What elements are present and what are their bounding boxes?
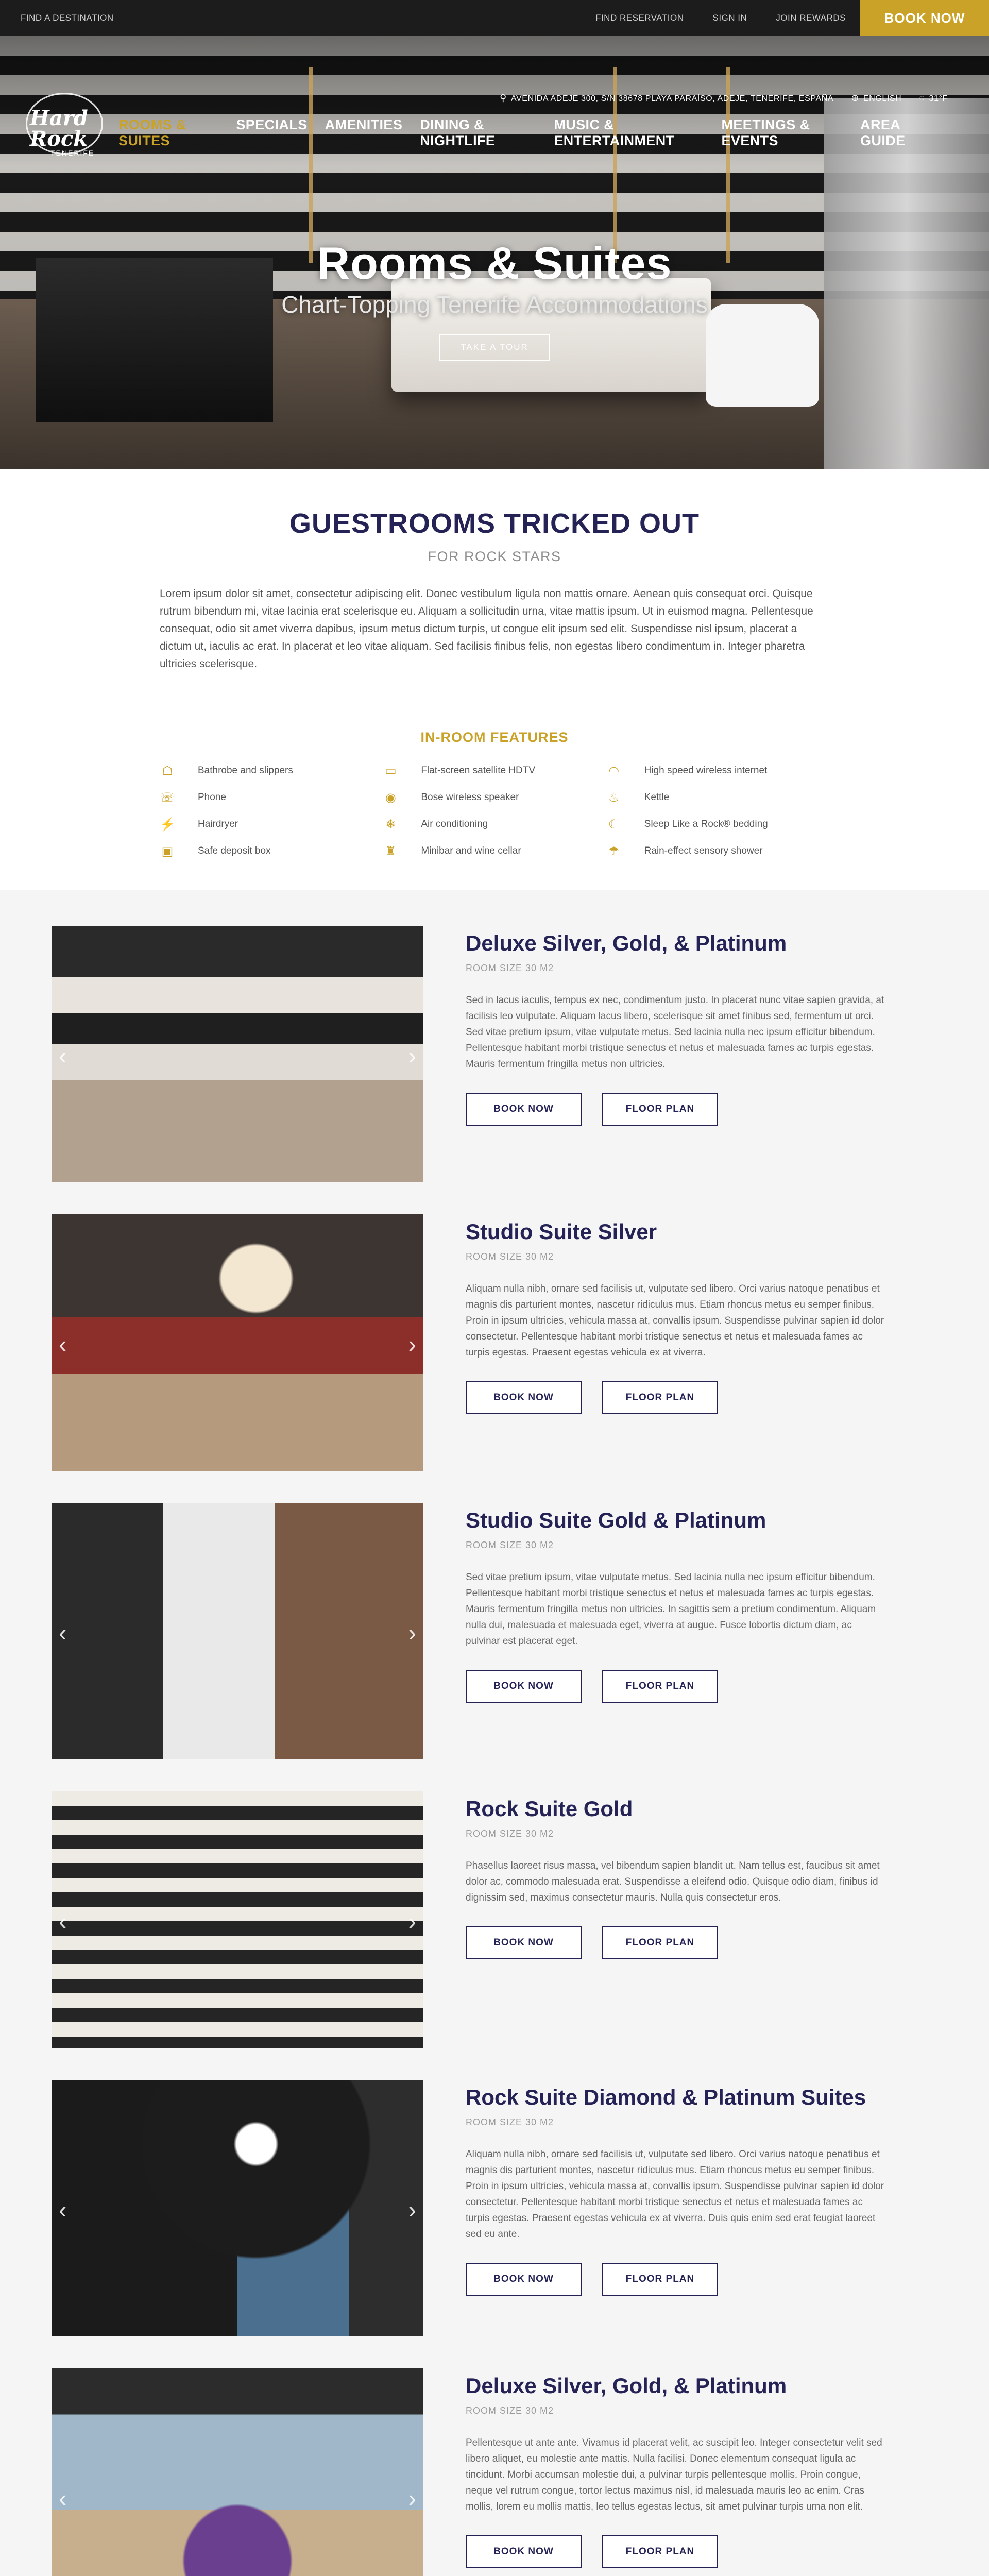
find-reservation-label: FIND RESERVATION — [595, 13, 684, 23]
wifi-icon: ◠ — [608, 764, 620, 778]
features-title: IN-ROOM FEATURES — [420, 730, 569, 745]
room-description: Aliquam nulla nibh, ornare sed facilisis ut, vulputate sed libero. Orci varius natoque penatibus et magnis dis parturient montes, nascetur ridiculus mus. Etiam rhoncus metus eu semper finibus. Proin in ipsum ultricies, vehicula massa at, convallis ipsum. Suspendisse pulvinar sapien id dolor consectetur. Pellentesque habitant morbi tristique senectus et netus et malesuada fames ac turpis egestas. Praesent egestas vehicula ex at viverra. — [466, 1283, 884, 1358]
book-now-button[interactable]: BOOK NOW — [466, 1670, 582, 1703]
chevron-left-icon[interactable]: ‹ — [59, 1908, 67, 1935]
feature-item — [606, 843, 829, 859]
room-actions — [466, 2263, 937, 2296]
book-now-button[interactable]: BOOK NOW — [466, 1093, 582, 1126]
chevron-left-icon[interactable]: ‹ — [59, 1619, 67, 1646]
room-card — [52, 926, 937, 1182]
feature-item — [160, 790, 383, 805]
menu-item-area-guide[interactable]: AREA GUIDE — [860, 117, 906, 148]
top-utility-links — [581, 0, 989, 36]
menu-item-dining-nightlife[interactable]: DINING & NIGHTLIFE — [420, 117, 496, 148]
feature-item — [383, 763, 606, 778]
feature-label: Sleep Like a Rock® bedding — [644, 819, 768, 829]
take-tour-button[interactable]: TAKE A TOUR — [439, 334, 550, 361]
safe-icon: ▣ — [161, 844, 174, 858]
room-info — [423, 2080, 937, 2336]
map-pin-icon: ⚲ — [500, 93, 507, 103]
room-image-carousel[interactable] — [52, 1503, 423, 1759]
feature-item — [160, 763, 383, 778]
feature-item — [160, 843, 383, 859]
room-image-carousel[interactable] — [52, 2368, 423, 2576]
room-title: Studio Suite Gold & Platinum — [466, 1508, 766, 1532]
room-image-carousel[interactable] — [52, 1791, 423, 2048]
room-image-carousel[interactable] — [52, 1214, 423, 1471]
address — [500, 93, 833, 104]
book-now-button[interactable]: BOOK NOW — [466, 2535, 582, 2568]
feature-label: Minibar and wine cellar — [421, 845, 521, 856]
room-actions — [466, 1381, 937, 1414]
intro-subtitle: FOR ROCK STARS — [428, 549, 561, 564]
feature-item — [606, 763, 829, 778]
feature-item — [160, 817, 383, 832]
feature-item — [606, 817, 829, 832]
page-subtitle: Chart-Topping Tenerife Accommodations — [281, 291, 708, 318]
feature-label: Hairdryer — [198, 819, 238, 829]
globe-icon: ⊕ — [851, 93, 859, 103]
chevron-left-icon[interactable]: ‹ — [59, 2485, 67, 2512]
menu-item-rooms-suites[interactable]: ROOMS & SUITES — [118, 117, 186, 148]
hard-rock-logo[interactable] — [21, 93, 118, 165]
menu-item-specials[interactable]: SPECIALS — [236, 117, 308, 132]
room-size: ROOM SIZE 30 M2 — [466, 963, 554, 973]
menu-item-music-entertainment[interactable]: MUSIC & ENTERTAINMENT — [554, 117, 675, 148]
address-text: AVENIDA ADEJE 300, S/N 38678 PLAYA PARAÍSO, ADEJE, TENERIFE, ESPAÑA — [510, 94, 834, 103]
weather-label: 31°F — [929, 94, 948, 103]
room-description: Aliquam nulla nibh, ornare sed facilisis ut, vulputate sed libero. Orci varius natoque penatibus et magnis dis parturient montes, nascetur ridiculus mus. Etiam rhoncus metus eu semper finibus. Proin in ipsum ultricies, vehicula massa at, convallis ipsum. Suspendisse pulvinar sapien id dolor consectetur. Pellentesque habitant morbi tristique senectus et netus et malesuada fames ac turpis egestas. Praesent egestas vehicula ex at viverra. Duis quis enim sed erat feugiat laoreet sed eu ante. — [466, 2149, 884, 2240]
room-description: Phasellus laoreet risus massa, vel bibendum sapien blandit ut. Nam tellus est, faucibus sit amet dolor ac, commodo malesuada erat. Suspendisse a eleifend odio. Quisque odio diam, finibus id dignissim sed, maximus consectetur mauris. Nulla quis consectetur eros. — [466, 1860, 880, 1903]
room-title: Rock Suite Gold — [466, 1797, 633, 1821]
top-utility-bar — [0, 0, 989, 36]
minibar-icon: ♜ — [385, 844, 397, 858]
chevron-left-icon[interactable]: ‹ — [59, 1042, 67, 1069]
room-actions — [466, 2535, 937, 2568]
join-rewards-label: JOIN REWARDS — [776, 13, 846, 23]
intro-body: Lorem ipsum dolor sit amet, consectetur adipiscing elit. Donec vestibulum ligula non mattis ornare. Aenean quis consequat orci. Quisque rutrum bibendum mi, vitae lacinia erat scelerisque eu. Aliquam a sollicitudin urna, vitae mattis ipsum. Ut in euismod magna. Pellentesque consequat, odio sit amet viverra dapibus, ipsum metus dictum turpis, ut congue elit ipsum sed elit. Suspendisse nisl ipsum, placerat a dictum ut, iaculis ac erat. In placerat et leo vitae aliquam. Sed facilisis finibus felis, non egestas libero condimentum in. Integer pharetra ultricies scelerisque. — [160, 588, 813, 670]
room-info — [423, 1214, 937, 1471]
floor-plan-button[interactable]: FLOOR PLAN — [602, 1926, 718, 1959]
kettle-icon: ♨ — [608, 790, 620, 805]
room-title: Studio Suite Silver — [466, 1219, 657, 1244]
chevron-right-icon[interactable]: › — [408, 1042, 416, 1069]
hairdryer-icon: ⚡ — [160, 817, 175, 832]
room-card — [52, 2368, 937, 2576]
room-info — [423, 926, 937, 1182]
book-now-button[interactable]: BOOK NOW — [860, 0, 989, 36]
address-row — [500, 93, 968, 104]
menu-item-amenities[interactable]: AMENITIES — [325, 117, 403, 132]
hero-banner — [0, 36, 989, 469]
speaker-icon: ◉ — [385, 790, 396, 805]
weather — [919, 93, 948, 104]
feature-item — [383, 790, 606, 805]
room-actions — [466, 1093, 937, 1126]
room-size: ROOM SIZE 30 M2 — [466, 1828, 554, 1839]
chevron-left-icon[interactable]: ‹ — [59, 1331, 67, 1358]
room-info — [423, 1791, 937, 2048]
room-title: Deluxe Silver, Gold, & Platinum — [466, 2374, 787, 2398]
logo-wordmark: Hard Rock — [30, 106, 88, 151]
room-title: Deluxe Silver, Gold, & Platinum — [466, 931, 787, 955]
book-now-button[interactable]: BOOK NOW — [466, 1926, 582, 1959]
floor-plan-button[interactable]: FLOOR PLAN — [602, 2263, 718, 2296]
menu-item-meetings-events[interactable]: MEETINGS & EVENTS — [721, 117, 810, 148]
chevron-right-icon[interactable]: › — [408, 1331, 416, 1358]
header-right — [118, 93, 968, 149]
room-actions — [466, 1926, 937, 1959]
intro-title: GUESTROOMS TRICKED OUT — [289, 508, 700, 539]
weather-icon: ◌ — [919, 93, 925, 103]
main-header — [0, 93, 989, 155]
find-destination-link[interactable]: FIND A DESTINATION — [21, 13, 114, 23]
language-label: ENGLISH — [863, 94, 902, 103]
feature-label: High speed wireless internet — [644, 765, 768, 776]
book-now-button[interactable]: BOOK NOW — [466, 2263, 582, 2296]
book-now-button[interactable]: BOOK NOW — [466, 1381, 582, 1414]
features-list — [160, 763, 829, 859]
chevron-left-icon[interactable]: ‹ — [59, 2196, 67, 2223]
intro-section — [0, 469, 989, 890]
room-description: Sed in lacus iaculis, tempus ex nec, condimentum justo. In placerat nunc vitae sapien gravida, at facilisis leo vulputate. Aliquam lacus libero, scelerisque sit amet finibus sed, fermentum ut orci. Sed vitae pretium ipsum, vitae vulputate metus. Sed lacinia nulla nec ipsum efficitur bibendum. Pellentesque habitant morbi tristique senectus et netus et malesuada fames ac turpis egestas. Mauris fermentum fringilla metus non ultricies. — [466, 995, 884, 1070]
chevron-right-icon[interactable]: › — [408, 2485, 416, 2512]
page-title: Rooms & Suites — [317, 238, 672, 289]
chevron-right-icon[interactable]: › — [408, 1908, 416, 1935]
floor-plan-button[interactable]: FLOOR PLAN — [602, 1670, 718, 1703]
room-title: Rock Suite Diamond & Platinum Suites — [466, 2085, 866, 2109]
language-selector[interactable] — [851, 93, 901, 104]
feature-item — [606, 790, 829, 805]
feature-label: Rain-effect sensory shower — [644, 845, 763, 856]
floor-plan-button[interactable]: FLOOR PLAN — [602, 2535, 718, 2568]
join-rewards-link[interactable] — [761, 13, 860, 23]
room-size: ROOM SIZE 30 M2 — [466, 1251, 554, 1262]
room-info — [423, 2368, 937, 2576]
floor-plan-button[interactable]: FLOOR PLAN — [602, 1381, 718, 1414]
chevron-right-icon[interactable]: › — [408, 1619, 416, 1646]
sign-in-link[interactable] — [698, 13, 761, 23]
bed-icon: ☾ — [608, 817, 620, 832]
room-size: ROOM SIZE 30 M2 — [466, 2405, 554, 2416]
feature-label: Air conditioning — [421, 819, 488, 829]
feature-item — [383, 817, 606, 832]
room-card — [52, 2080, 937, 2336]
feature-label: Safe deposit box — [198, 845, 271, 856]
room-card — [52, 1214, 937, 1471]
sign-in-label: SIGN IN — [712, 13, 747, 23]
tv-icon: ▭ — [384, 764, 397, 778]
room-description: Pellentesque ut ante ante. Vivamus id placerat velit, ac suscipit leo. Integer consectetur velit sed libero aliquet, eu molestie ante mattis. Nulla facilisi. Donec elementum consequat ligula ac tincidunt. Morbi accumsan molestie dui, a pulvinar turpis pellentesque mollis. Proin congue, neque vel rutrum congue, tortor lectus maximus nisl, id malesuada mauris leo ac enim. Cras mollis, lorem eu mollis mattis, leo tellus egestas lectus, sit amet pulvinar turpis urna non elit. — [466, 2437, 882, 2512]
shower-icon: ☂ — [608, 844, 620, 858]
chevron-right-icon[interactable]: › — [408, 2196, 416, 2223]
feature-label: Kettle — [644, 792, 670, 803]
feature-label: Bathrobe and slippers — [198, 765, 293, 776]
floor-plan-button[interactable]: FLOOR PLAN — [602, 1093, 718, 1126]
phone-icon: ☏ — [160, 790, 176, 805]
room-card — [52, 1791, 937, 2048]
feature-label: Phone — [198, 792, 226, 803]
logo-location: TENERIFE — [50, 149, 95, 157]
room-description: Sed vitae pretium ipsum, vitae vulputate metus. Sed lacinia nulla nec ipsum efficitur bibendum. Pellentesque habitant morbi tristique senectus et netus et malesuada fames ac turpis egestas. Mauris fermentum fringilla metus non ultricies. In sagittis sem a pretium condimentum. Aliquam nulla dui, malesuada et malesuada eget, viverra at augue. Fusce lobortis dictum diam, ac pulvinar est placerat eget. — [466, 1572, 876, 1647]
room-size: ROOM SIZE 30 M2 — [466, 1540, 554, 1550]
bathrobe-icon: ☖ — [162, 764, 173, 778]
feature-label: Flat-screen satellite HDTV — [421, 765, 536, 776]
room-actions — [466, 1670, 937, 1703]
rooms-list — [0, 890, 989, 2576]
room-size: ROOM SIZE 30 M2 — [466, 2117, 554, 2127]
room-card — [52, 1503, 937, 1759]
feature-label: Bose wireless speaker — [421, 792, 519, 803]
room-image-carousel[interactable] — [52, 926, 423, 1182]
find-reservation-link[interactable] — [581, 13, 698, 23]
room-image-carousel[interactable] — [52, 2080, 423, 2336]
room-info — [423, 1503, 937, 1759]
feature-item — [383, 843, 606, 859]
snowflake-icon: ❄ — [385, 817, 396, 832]
main-menu — [118, 117, 968, 149]
hero-text — [0, 237, 989, 361]
